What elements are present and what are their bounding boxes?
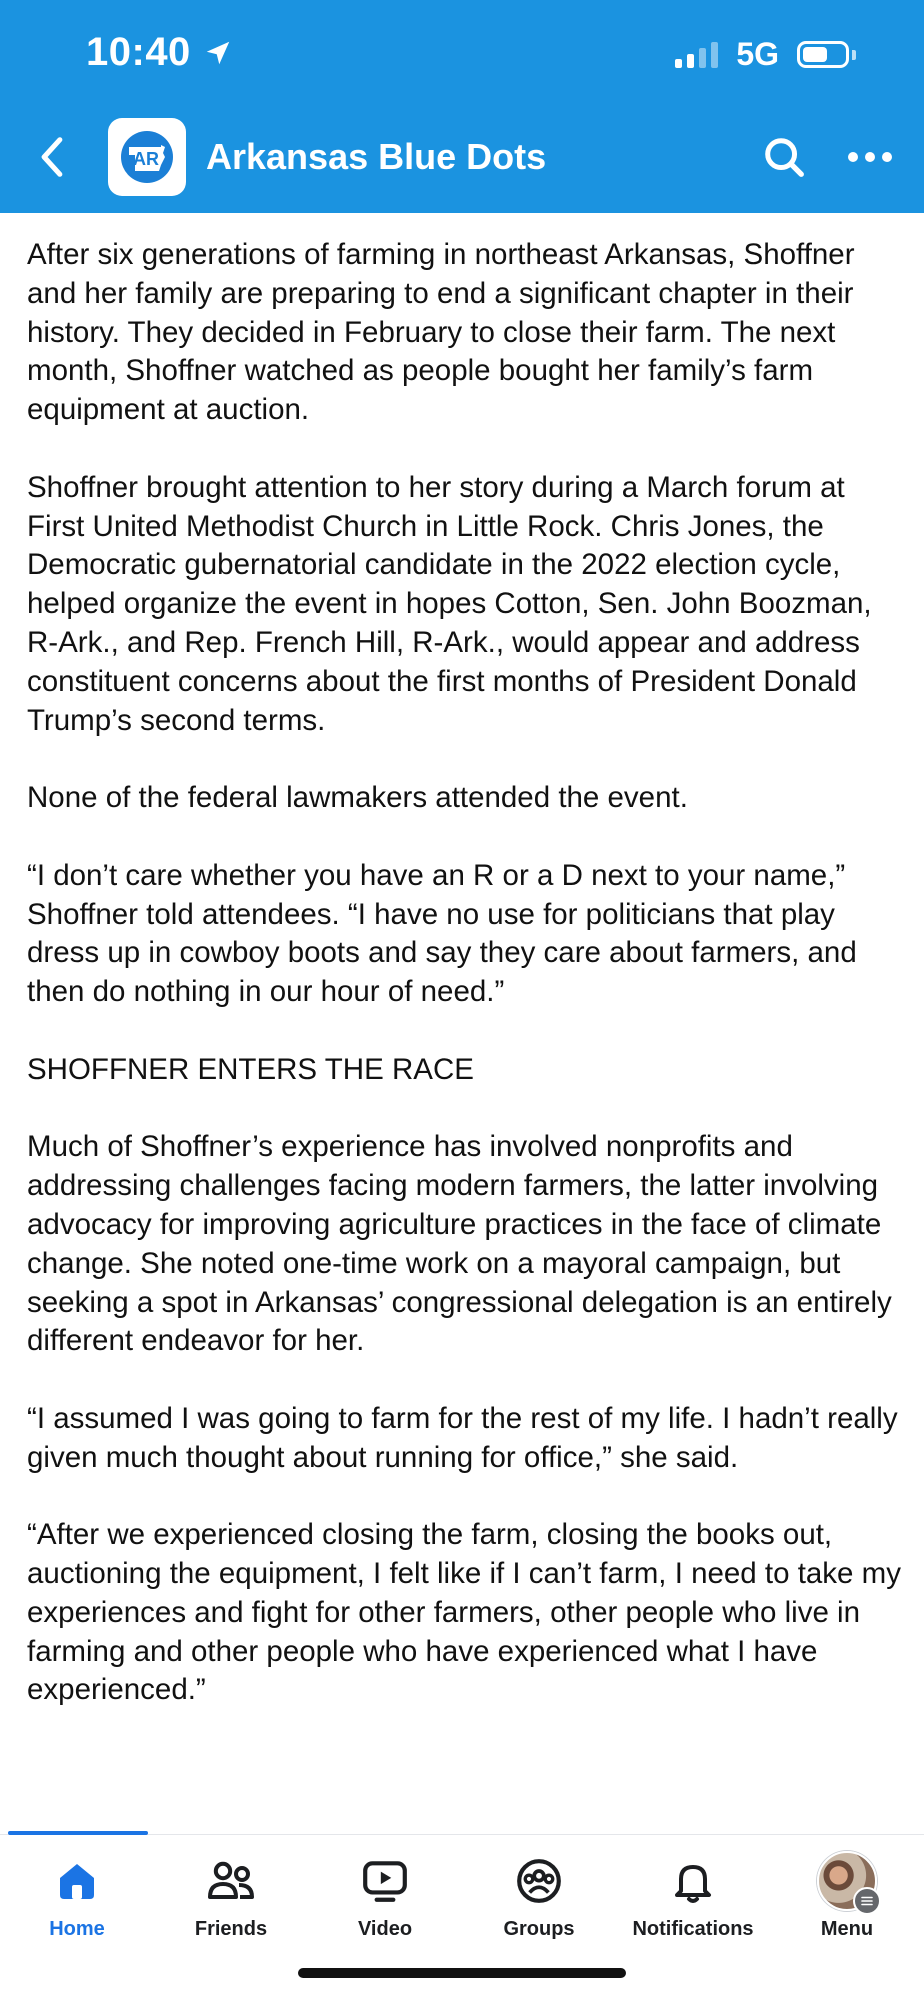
- avatar: [817, 1851, 877, 1911]
- battery-icon: [797, 41, 856, 68]
- status-time: [86, 30, 233, 75]
- tab-label: Menu: [820, 1918, 874, 1940]
- friends-icon: [205, 1854, 257, 1908]
- active-tab-indicator: [8, 1831, 148, 1835]
- svg-text:AR: AR: [133, 149, 159, 169]
- more-options-button[interactable]: [838, 125, 902, 189]
- bell-icon: [669, 1854, 717, 1908]
- arkansas-logo-icon: [115, 125, 179, 189]
- clock: 10:40: [86, 30, 191, 74]
- article-paragraph: None of the federal lawmakers attended the event.: [27, 781, 688, 815]
- post-article-body: [27, 236, 907, 1749]
- article-paragraph: Much of Shoffner’s experience has involved nonprofits and addressing challenges facing modern farmers, the latter involving advocacy for improving agriculture practices in the face of climate change. She noted one-time work on a mayoral campaign, but seeking a spot in Arkansas’ congressional delegation is an entirely different endeavor for her.: [27, 1130, 892, 1358]
- tab-home[interactable]: [0, 1836, 154, 1946]
- chevron-left-icon: [35, 135, 69, 179]
- back-button[interactable]: [22, 127, 82, 187]
- article-paragraph: After six generations of farming in northeast Arkansas, Shoffner and her family are preparing to end a significant chapter in their history. They decided in February to close their farm. The next month, Shoffner watched as people bought her family’s farm equipment at auction.: [27, 238, 855, 427]
- tab-groups[interactable]: [462, 1836, 616, 1946]
- tab-label: Video: [357, 1918, 413, 1940]
- home-indicator: [298, 1968, 626, 1978]
- tab-friends[interactable]: [154, 1836, 308, 1946]
- bottom-tab-bar: [0, 1836, 924, 1946]
- search-icon: [761, 134, 807, 180]
- article-subheading: SHOFFNER ENTERS THE RACE: [27, 1052, 474, 1086]
- article-paragraph: “I don’t care whether you have an R or a D next to your name,” Shoffner told attendees. “I have no use for politicians that play dress up in cowboy boots and say they care about farmers, and then do nothing in our hour of need.”: [27, 858, 857, 1009]
- tab-menu[interactable]: [770, 1836, 924, 1946]
- video-icon: [360, 1854, 410, 1908]
- location-arrow-icon: [203, 38, 233, 68]
- tab-notifications[interactable]: [616, 1836, 770, 1946]
- avatar-icon: [817, 1854, 877, 1908]
- group-name[interactable]: Arkansas Blue Dots: [206, 136, 547, 177]
- article-paragraph: “I assumed I was going to farm for the rest of my life. I hadn’t really given much thought about running for office,” she said.: [27, 1401, 898, 1474]
- group-logo[interactable]: [108, 118, 186, 196]
- status-indicators: [675, 36, 856, 73]
- tab-label: Notifications: [632, 1918, 754, 1940]
- cellular-signal-icon: [675, 42, 718, 68]
- group-nav-bar: [0, 110, 924, 204]
- article-paragraph: Shoffner brought attention to her story during a March forum at First United Methodist Church in Little Rock. Chris Jones, the Democratic gubernatorial candidate in the 2022 election cycle, helped organize the event in hopes Cotton, Sen. John Boozman, R-Ark., and Rep. French Hill, R-Ark., would appear and address constituent concerns about the first months of President Donald Trump’s second terms.: [27, 470, 872, 737]
- article-paragraph: “After we experienced closing the farm, closing the books out, auctioning the equipment, I felt like if I can’t farm, I need to take my experiences and fight for other farmers, other people who live in farming and other people who have experienced what I have experienced.”: [27, 1518, 901, 1707]
- top-bar: [0, 0, 924, 213]
- home-icon: [53, 1854, 101, 1908]
- tab-video[interactable]: [308, 1836, 462, 1946]
- menu-badge-icon: [853, 1887, 881, 1915]
- groups-icon: [514, 1854, 564, 1908]
- tab-label: Friends: [194, 1918, 268, 1940]
- tab-label: Groups: [503, 1918, 575, 1940]
- search-button[interactable]: [752, 125, 816, 189]
- tab-label: Home: [49, 1918, 105, 1940]
- network-type: 5G: [736, 36, 779, 72]
- more-horizontal-icon: [846, 150, 894, 164]
